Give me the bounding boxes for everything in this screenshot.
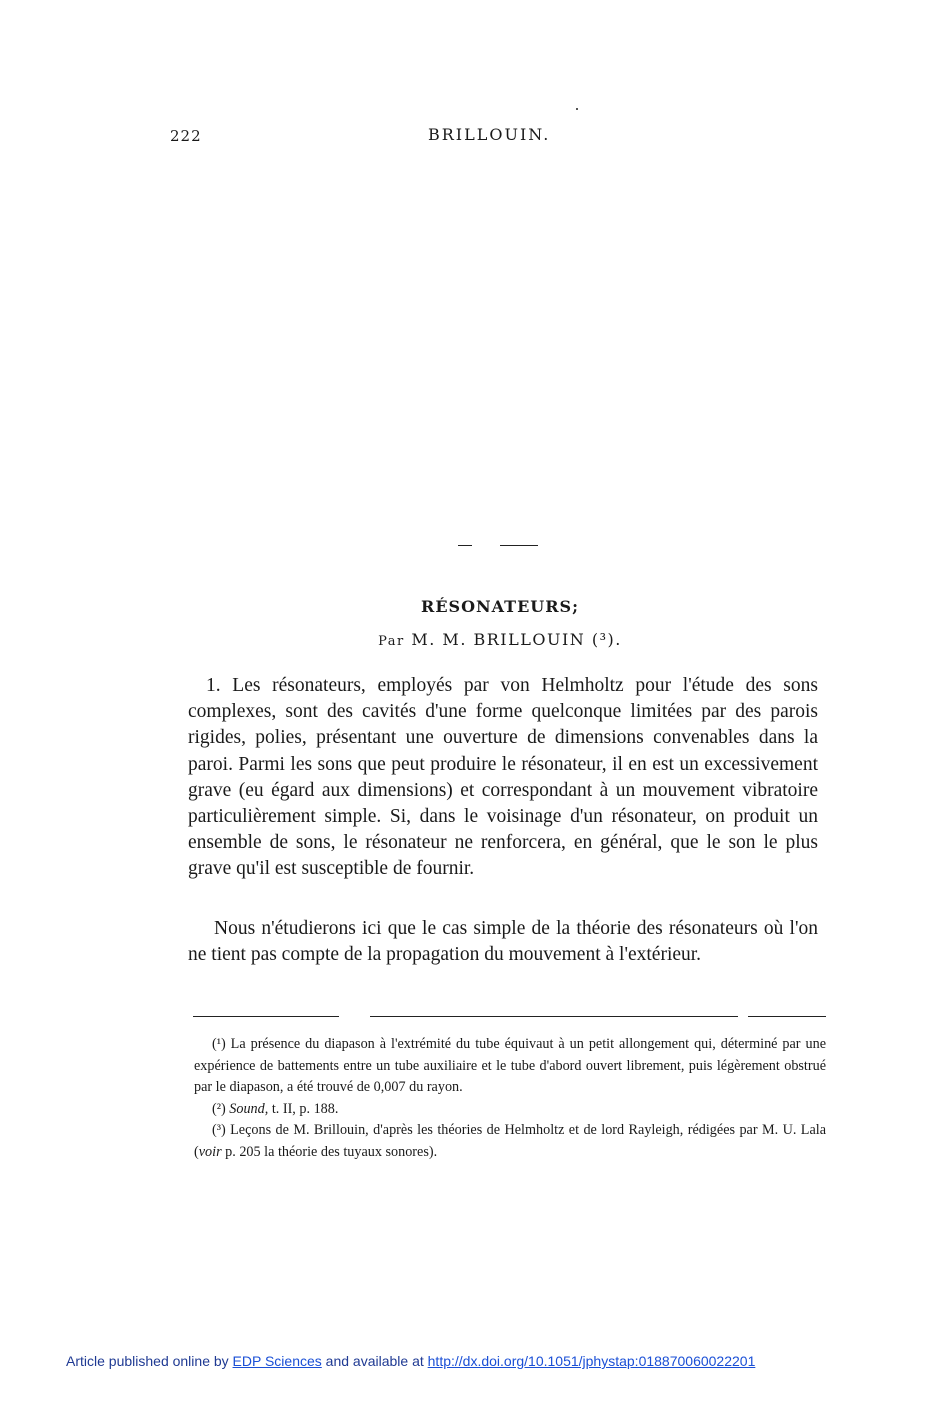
footnote-3-end: p. 205 la théorie des tuyaux sonores). [225,1143,438,1160]
footnote-2 [194,1099,826,1121]
print-speck [576,108,578,110]
doi-link[interactable]: http://dx.doi.org/10.1051/jphystap:018870060022201 [427,1353,756,1369]
byline-prefix: Par [378,634,405,649]
separator-rule-long [500,545,538,546]
page-number: 222 [170,127,202,145]
footnote-1: (¹) La présence du diapason à l'extrémité du tube équivaut à un petit allongement qui, déterminé par une expérience de battements entre un tube auxiliaire et le tube d'abord ouvert librement, puis légèrement obstrué par le diapason, a été trouvé de 0,007 du rayon. [194,1036,826,1095]
footnote-rule-2 [370,1016,738,1017]
publication-footer [66,1353,755,1369]
footnote-2-mark: (²) [212,1100,226,1117]
footnote-3 [194,1120,826,1163]
byline-note-mark: (³). [591,630,622,649]
publisher-link[interactable]: EDP Sciences [232,1353,322,1369]
footer-prefix: Article published online by [66,1353,229,1369]
footnote-rule-3 [748,1016,826,1017]
footer-middle: and available at [325,1353,424,1369]
running-title: BRILLOUIN. [428,125,551,144]
footnote-3-start: (³) Leçons de M. Brillouin, d'après les théories de Helmholtz et de lord Rayleigh, rédigées par M. U. Lala ( [194,1122,826,1160]
byline-name: M. M. BRILLOUIN [411,630,586,649]
separator-rule-short [458,545,472,546]
article-title: RÉSONATEURS; [421,597,579,616]
article-byline [0,630,930,649]
footnote-rule-1 [193,1016,339,1017]
footnote-3-italic: voir [198,1143,222,1160]
footnote-2-title: Sound, [229,1100,269,1117]
paragraph-2: Nous n'étudierons ici que le cas simple de la théorie des résonateurs où l'on ne tient pas compte de la propagation du mouvement à l'extérieur. [188,918,818,966]
paragraph-1: 1. Les résonateurs, employés par von Helmholtz pour l'étude des sons complexes, sont des cavités d'une forme quelconque limitées par des parois rigides, polies, présentant une ouverture de dimensions convenables dans la paroi. Parmi les sons que peut produire le résonateur, il en est un excessivement grave (eu égard aux dimensions) et correspondant à un mouvement vibratoire particulièrement simple. Si, dans le voisinage d'un résonateur, on produit un ensemble de sons, le résonateur ne renforcera, en général, que le son le plus grave qu'il est susceptible de fournir. [188,675,818,880]
footnotes [194,1034,826,1163]
footnote-2-ref: t. II, p. 188. [271,1100,339,1117]
